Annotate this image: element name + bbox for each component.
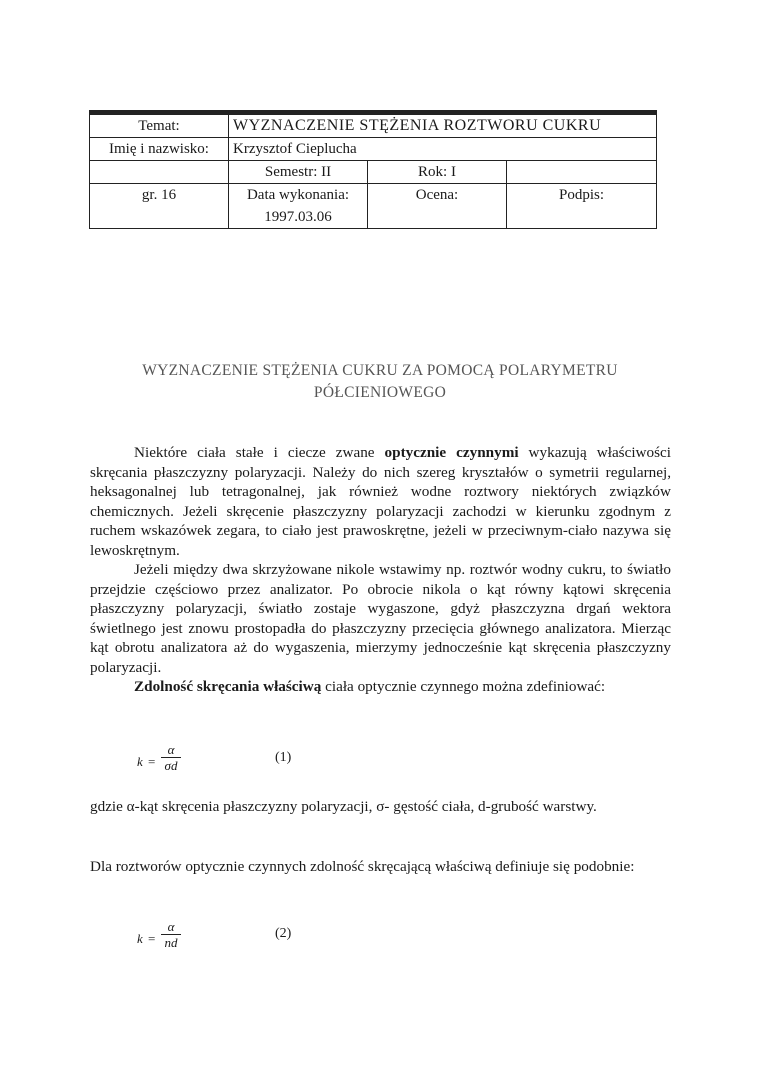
para3-bold: Zdolność skręcania właściwą <box>134 678 322 695</box>
formula-1-label: (1) <box>275 750 292 765</box>
signature-label: Podpis: <box>507 184 657 229</box>
para1-text-a: Niektóre ciała stałe i ciecze zwane <box>134 444 385 461</box>
where-text: gdzie α-kąt skręcenia płaszczyzny polaryzacji, σ- gęstość ciała, d-grubość warstwy. <box>90 798 597 815</box>
semester: Semestr: II <box>229 161 368 184</box>
formula-2-num: α <box>161 919 181 935</box>
date-value: 1997.03.06 <box>264 209 332 225</box>
topic-label: Temat: <box>90 115 229 138</box>
formula-1-num: α <box>161 742 181 758</box>
document-title <box>90 360 670 404</box>
grade-label: Ocena: <box>368 184 507 229</box>
para1-bold: optycznie czynnymi <box>384 444 519 461</box>
solutions-text: Dla roztworów optycznie czynnych zdolność skręcającą właściwą definiuje się podobnie: <box>90 858 635 875</box>
formula-2-label: (2) <box>275 926 292 941</box>
title-line-2: PÓŁCIENIOWEGO <box>313 384 447 401</box>
formula-1-k: k <box>137 754 143 769</box>
paragraph-2: Jeżeli między dwa skrzyżowane nikole wstawimy np. roztwór wodny cukru, to światło przejdzie częściowo przez analizator. Po obrocie nikola o kąt równy kątowi skręcenia płaszczyzny polaryzacji, światło zostaje wygaszone, gdyż płaszczyzna drgań wektora świetlnego jest znowu prostopadła do płaszczyzny przecięcia głównego analizatora. Mierząc kąt obrotu analizatora aż do wygaszenia, mierzymy jednocześnie kąt skręcenia płaszczyzny polaryzacji. <box>90 561 671 676</box>
empty-cell-2 <box>507 161 657 184</box>
paragraph-1 <box>90 443 671 560</box>
formula-2-eq: = <box>148 931 156 946</box>
formula-1-eq: = <box>148 754 156 769</box>
name-label: Imię i nazwisko: <box>90 138 229 161</box>
formula-2-fraction <box>161 919 181 950</box>
empty-cell <box>90 161 229 184</box>
formula-1-den: σd <box>164 758 178 773</box>
formula-1-fraction <box>161 742 181 773</box>
formula-2-den: nd <box>164 935 178 950</box>
date-label: Data wykonania: <box>246 187 350 203</box>
title-line-1: WYZNACZENIE STĘŻENIA CUKRU ZA POMOCĄ POLARYMETRU <box>142 362 618 379</box>
paragraph-3 <box>90 677 671 697</box>
header-table <box>89 110 657 229</box>
formula-2-k: k <box>137 931 143 946</box>
year: Rok: I <box>368 161 507 184</box>
para3-text: ciała optycznie czynnego można zdefiniować: <box>321 678 606 695</box>
para1-text-b: wykazują właściwości skręcania płaszczyzny polaryzacji. Należy do nich szereg kryształów o symetrii regularnej, heksagonalnej lub tetragonalnej, jak również wodne roztwory niektórych związków chemicznych. Jeżeli skręcenie płaszczyzny polaryzacji zachodzi w kierunku zgodnym z ruchem wskazówek zegara, to ciało jest prawoskrętne, jeżeli w przeciwnym-ciało nazywa się lewoskrętnym. <box>90 444 671 559</box>
name-value: Krzysztof Cieplucha <box>229 138 657 161</box>
topic-value: WYZNACZENIE STĘŻENIA ROZTWORU CUKRU <box>229 115 657 138</box>
date-cell <box>229 184 368 229</box>
body-text <box>90 443 671 697</box>
group: gr. 16 <box>90 184 229 229</box>
